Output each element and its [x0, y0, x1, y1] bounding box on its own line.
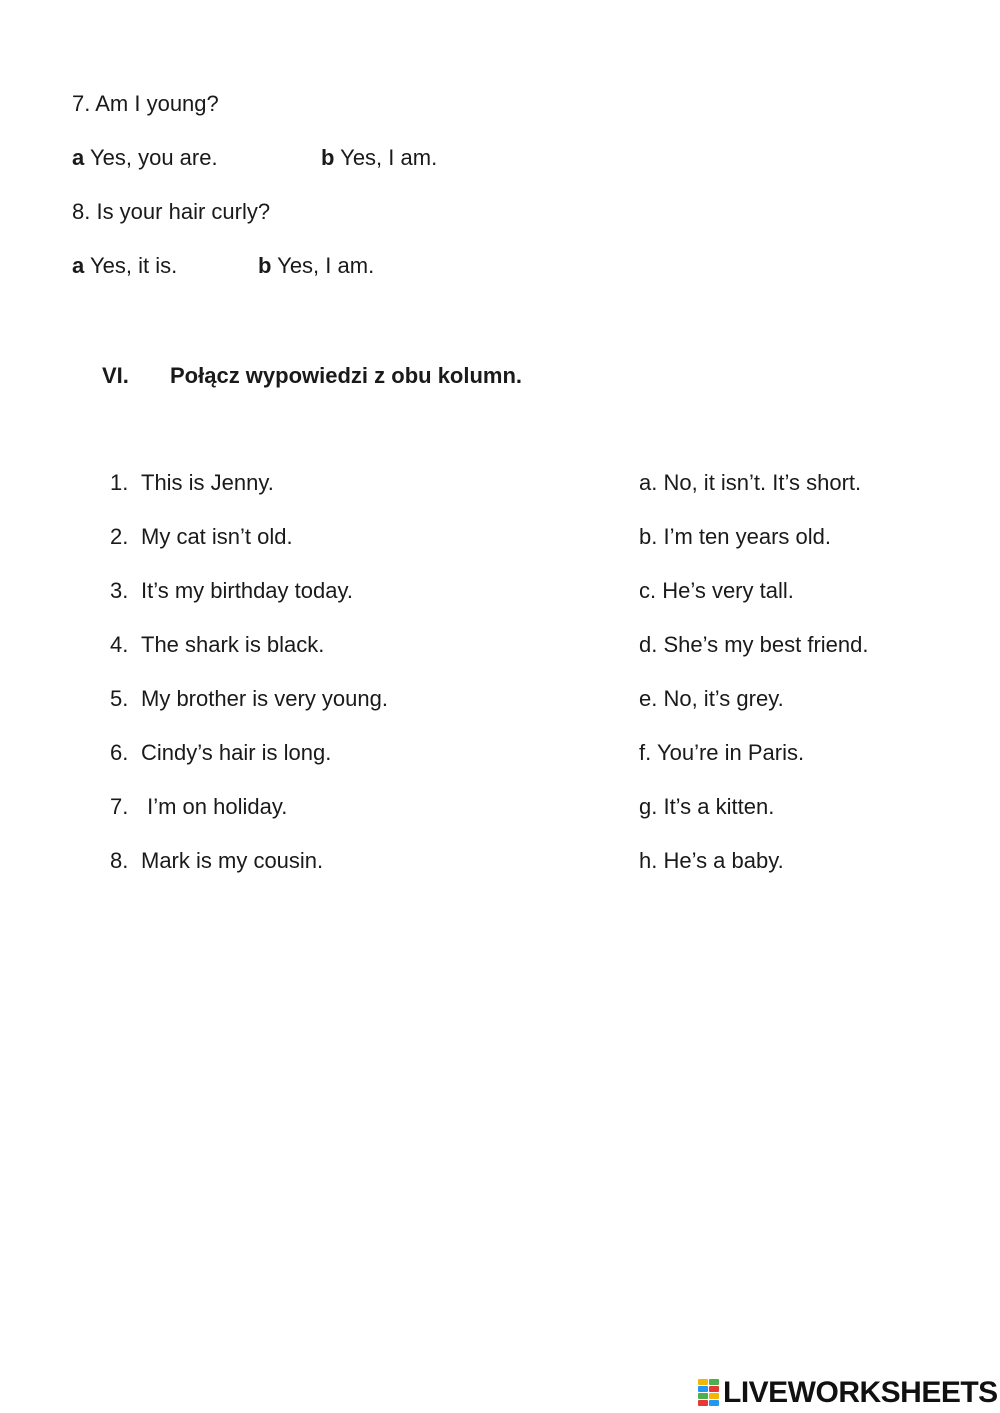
item-number: 3. — [110, 578, 129, 603]
section-numeral: VI. — [102, 363, 129, 388]
item-text: My cat isn’t old. — [141, 524, 293, 549]
left-item-4[interactable] — [110, 634, 324, 656]
item-number: 4. — [110, 632, 129, 657]
option-letter: b — [258, 253, 272, 278]
item-number: 8. — [110, 848, 129, 873]
item-text: Cindy’s hair is long. — [141, 740, 332, 765]
question-7-option-a[interactable] — [72, 147, 218, 169]
right-item-g[interactable]: g. It’s a kitten. — [639, 794, 775, 819]
question-8-option-a[interactable] — [72, 255, 177, 277]
section-title: Połącz wypowiedzi z obu kolumn. — [170, 363, 523, 388]
right-item-e[interactable]: e. No, it’s grey. — [639, 686, 784, 711]
item-text: Mark is my cousin. — [141, 848, 324, 873]
liveworksheets-mark-icon — [698, 1379, 720, 1407]
question-8-prompt: 8. Is your hair curly? — [72, 199, 271, 224]
item-text: I’m on holiday. — [141, 794, 288, 819]
right-item-h[interactable]: h. He’s a baby. — [639, 848, 784, 873]
right-item-b[interactable]: b. I’m ten years old. — [639, 524, 831, 549]
question-8-option-b[interactable] — [258, 255, 374, 277]
liveworksheets-logo — [698, 1378, 998, 1408]
option-text: Yes, it is. — [89, 253, 178, 278]
item-text: The shark is black. — [141, 632, 325, 657]
item-text: My brother is very young. — [141, 686, 388, 711]
item-text: It’s my birthday today. — [141, 578, 353, 603]
left-item-3[interactable] — [110, 580, 353, 602]
item-number: 2. — [110, 524, 129, 549]
left-item-5[interactable] — [110, 688, 388, 710]
option-letter: b — [321, 145, 335, 170]
item-number: 7. — [110, 794, 129, 819]
option-letter: a — [72, 145, 85, 170]
option-letter: a — [72, 253, 85, 278]
left-item-1[interactable] — [110, 472, 274, 494]
question-7-option-b[interactable] — [321, 147, 437, 169]
left-item-8[interactable] — [110, 850, 323, 872]
left-item-2[interactable] — [110, 526, 293, 548]
logo-text: LIVEWORKSHEETS — [723, 1376, 998, 1409]
option-text: Yes, I am. — [340, 145, 438, 170]
left-item-6[interactable] — [110, 742, 331, 764]
left-item-7[interactable] — [110, 796, 287, 818]
question-7-prompt: 7. Am I young? — [72, 91, 219, 116]
item-number: 6. — [110, 740, 129, 765]
right-item-d[interactable]: d. She’s my best friend. — [639, 632, 869, 657]
right-item-c[interactable]: c. He’s very tall. — [639, 578, 794, 603]
option-text: Yes, I am. — [277, 253, 375, 278]
item-text: This is Jenny. — [141, 470, 274, 495]
option-text: Yes, you are. — [89, 145, 218, 170]
item-number: 5. — [110, 686, 129, 711]
item-number: 1. — [110, 470, 129, 495]
right-item-a[interactable]: a. No, it isn’t. It’s short. — [639, 470, 862, 495]
right-item-f[interactable]: f. You’re in Paris. — [639, 740, 805, 765]
